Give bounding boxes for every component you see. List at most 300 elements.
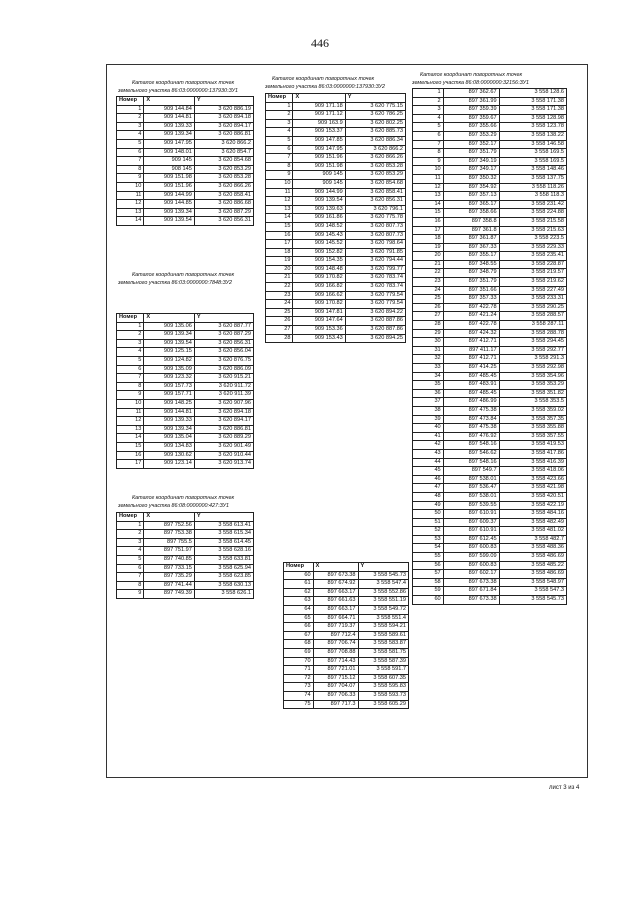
cell-number: 16 — [266, 231, 293, 240]
table-row — [413, 157, 567, 166]
table-row — [284, 614, 409, 623]
table-row — [266, 154, 406, 163]
cell-y: 3 620 886.68 — [194, 200, 253, 209]
table-row — [117, 200, 254, 209]
cell-x: 897 485.45 — [443, 389, 499, 398]
cell-y: 3 620 856.04 — [194, 348, 253, 357]
cell-y: 3 558 171.38 — [499, 106, 566, 115]
cell-x: 897 602.17 — [443, 570, 499, 579]
caption-b5-line1: Каталог координат поворотных точек — [420, 72, 522, 78]
cell-number: 17 — [413, 226, 444, 235]
cell-number: 1 — [117, 521, 144, 530]
cell-y: 3 558 354.96 — [499, 372, 566, 381]
cell-x: 909 139.34 — [144, 425, 195, 434]
cell-y: 3 620 856.31 — [345, 197, 405, 206]
cell-y: 3 558 219.62 — [499, 278, 566, 287]
cell-number: 32 — [413, 355, 444, 364]
table-row — [117, 460, 254, 469]
cell-number: 17 — [117, 460, 144, 469]
header-number: Номер — [117, 97, 144, 106]
cell-y: 3 558 614.45 — [194, 538, 253, 547]
cell-x: 909 144.85 — [144, 200, 195, 209]
cell-number: 8 — [266, 162, 293, 171]
table-row — [413, 467, 567, 476]
table-row — [117, 365, 254, 374]
cell-number: 22 — [413, 269, 444, 278]
cell-x: 897 663.17 — [313, 588, 358, 597]
table-row — [266, 231, 406, 240]
cell-x: 909 147.81 — [293, 308, 345, 317]
cell-y: 3 558 148.46 — [499, 166, 566, 175]
cell-x: 897 361.8 — [443, 226, 499, 235]
table-row — [413, 321, 567, 330]
cell-x: 909 139.33 — [144, 122, 195, 131]
table-row — [413, 97, 567, 106]
cell-number: 4 — [117, 547, 144, 556]
cell-x: 897 424.32 — [443, 329, 499, 338]
cell-number: 1 — [117, 105, 144, 114]
cell-y: 3 620 911.39 — [194, 391, 253, 400]
cell-number: 27 — [413, 312, 444, 321]
cell-number: 1 — [266, 102, 293, 111]
cell-number: 5 — [117, 555, 144, 564]
cell-number: 10 — [117, 399, 144, 408]
cell-y: 3 558 417.86 — [499, 449, 566, 458]
cell-x: 897 673.38 — [443, 578, 499, 587]
cell-number: 7 — [117, 157, 144, 166]
table-row — [117, 581, 254, 590]
header-x: X — [144, 97, 195, 106]
header-x: X — [144, 513, 195, 522]
cell-number: 42 — [413, 441, 444, 450]
cell-x: 897 719.37 — [313, 623, 358, 632]
cell-number: 31 — [413, 346, 444, 355]
cell-x: 909 135.04 — [144, 434, 195, 443]
table-row — [266, 274, 406, 283]
cell-y: 3 558 418.06 — [499, 467, 566, 476]
cell-number: 28 — [266, 334, 293, 343]
table-row — [117, 139, 254, 148]
cell-number: 6 — [117, 148, 144, 157]
cell-number: 16 — [413, 217, 444, 226]
table-row — [117, 105, 254, 114]
cell-y: 3 620 807.73 — [345, 222, 405, 231]
cell-x: 897 715.12 — [313, 674, 358, 683]
cell-x: 909 166.82 — [293, 283, 345, 292]
cell-number: 14 — [117, 217, 144, 226]
cell-y: 3 558 128.6 — [499, 89, 566, 98]
cell-x: 897 351.79 — [443, 149, 499, 158]
cell-number: 65 — [284, 614, 314, 623]
header-number: Номер — [284, 563, 314, 572]
cell-number: 62 — [284, 588, 314, 597]
table-row — [117, 165, 254, 174]
cell-x: 909 123.14 — [144, 460, 195, 469]
cell-x: 897 664.71 — [313, 614, 358, 623]
cell-y: 3 558 288.57 — [499, 312, 566, 321]
cell-y: 3 558 353.5 — [499, 398, 566, 407]
cell-x: 909 147.95 — [144, 139, 195, 148]
table-row — [266, 283, 406, 292]
cell-number: 4 — [117, 131, 144, 140]
cell-y: 3 558 137.75 — [499, 174, 566, 183]
cell-number: 8 — [117, 165, 144, 174]
cell-number: 11 — [266, 188, 293, 197]
cell-number: 6 — [413, 131, 444, 140]
cell-y: 3 558 292.98 — [499, 364, 566, 373]
cell-number: 25 — [413, 295, 444, 304]
cell-x: 909 124.82 — [144, 356, 195, 365]
table-row — [413, 243, 567, 252]
table-row — [413, 355, 567, 364]
caption-b1-line1: Каталог координат поворотных точек — [132, 80, 234, 86]
table-row — [413, 329, 567, 338]
cell-x: 897 548.16 — [443, 458, 499, 467]
header-y: Y — [358, 563, 408, 572]
cell-x: 909 135.06 — [144, 322, 195, 331]
cell-x: 909 139.63 — [293, 205, 345, 214]
cell-y: 3 558 552.86 — [358, 588, 408, 597]
caption-b3-line2: земельного участка 86:08:0000000:427:ЗУ1 — [118, 503, 230, 509]
cell-x: 897 539.55 — [443, 501, 499, 510]
cell-y: 3 620 783.74 — [345, 274, 405, 283]
table-row — [117, 122, 254, 131]
cell-number: 38 — [413, 406, 444, 415]
cell-x: 909 151.98 — [293, 162, 345, 171]
cell-number: 60 — [413, 596, 444, 605]
cell-number: 70 — [284, 657, 314, 666]
cell-x: 909 139.34 — [144, 208, 195, 217]
coord-table-b4 — [265, 93, 406, 343]
table-row — [413, 200, 567, 209]
table-row — [266, 214, 406, 223]
table-row — [266, 257, 406, 266]
table-row — [284, 597, 409, 606]
table-header-row — [284, 563, 409, 572]
cell-number: 39 — [413, 415, 444, 424]
cell-x: 897 362.67 — [443, 89, 499, 98]
cell-number: 7 — [117, 374, 144, 383]
cell-x: 897 706.74 — [313, 640, 358, 649]
table-row — [117, 442, 254, 451]
cell-x: 909 139.34 — [144, 331, 195, 340]
cell-x: 897 708.88 — [313, 648, 358, 657]
cell-number: 11 — [117, 408, 144, 417]
cell-y: 3 558 357.55 — [499, 432, 566, 441]
cell-y: 3 558 169.5 — [499, 157, 566, 166]
table-row — [266, 317, 406, 326]
cell-x: 897 733.15 — [144, 564, 195, 573]
cell-y: 3 620 894.17 — [194, 417, 253, 426]
cell-y: 3 558 421.98 — [499, 484, 566, 493]
cell-x: 897 355.66 — [443, 123, 499, 132]
cell-x: 909 144.81 — [144, 114, 195, 123]
cell-y: 3 558 591.7 — [358, 666, 408, 675]
cell-y: 3 558 548.97 — [499, 578, 566, 587]
cell-x: 897 549.7 — [443, 467, 499, 476]
cell-x: 897 671.84 — [443, 587, 499, 596]
cell-number: 21 — [266, 274, 293, 283]
cell-number: 7 — [413, 140, 444, 149]
cell-x: 909 134.83 — [144, 442, 195, 451]
cell-number: 12 — [117, 200, 144, 209]
table-row — [266, 171, 406, 180]
cell-x: 897 367.33 — [443, 243, 499, 252]
table-row — [413, 432, 567, 441]
table-row — [413, 123, 567, 132]
page-number: 446 — [311, 36, 329, 50]
cell-number: 47 — [413, 484, 444, 493]
cell-number: 20 — [266, 265, 293, 274]
table-row — [413, 131, 567, 140]
cell-y: 3 558 547.3 — [499, 587, 566, 596]
cell-number: 5 — [117, 356, 144, 365]
table-row — [117, 538, 254, 547]
table-row — [117, 174, 254, 183]
table-row — [266, 222, 406, 231]
table-row — [117, 417, 254, 426]
table-row — [413, 295, 567, 304]
cell-number: 30 — [413, 338, 444, 347]
cell-x: 897 355.17 — [443, 252, 499, 261]
cell-y: 3 558 589.61 — [358, 631, 408, 640]
cell-x: 909 157.71 — [144, 391, 195, 400]
table-row — [413, 381, 567, 390]
cell-x: 897 673.38 — [443, 596, 499, 605]
cell-x: 909 144.84 — [144, 105, 195, 114]
table-row — [284, 571, 409, 580]
cell-x: 909 147.64 — [293, 317, 345, 326]
cell-number: 72 — [284, 674, 314, 683]
cell-y: 3 558 219.57 — [499, 269, 566, 278]
cell-number: 8 — [117, 382, 144, 391]
cell-y: 3 558 353.29 — [499, 381, 566, 390]
table-row — [413, 149, 567, 158]
table-row — [117, 434, 254, 443]
cell-x: 909 148.01 — [144, 148, 195, 157]
cell-number: 2 — [117, 530, 144, 539]
cell-y: 3 558 581.75 — [358, 648, 408, 657]
cell-y: 3 558 595.83 — [358, 683, 408, 692]
cell-number: 48 — [413, 492, 444, 501]
cell-number: 74 — [284, 691, 314, 700]
cell-y: 3 558 215.58 — [499, 217, 566, 226]
cell-number: 33 — [413, 364, 444, 373]
cell-x: 897 612.45 — [443, 535, 499, 544]
cell-y: 3 620 853.29 — [194, 165, 253, 174]
cell-x: 897 538.01 — [443, 492, 499, 501]
cell-y: 3 558 630.13 — [194, 581, 253, 590]
coord-table-b6 — [283, 562, 409, 709]
cell-x: 897 712.4 — [313, 631, 358, 640]
cell-x: 909 147.85 — [293, 136, 345, 145]
cell-x: 897 350.32 — [443, 174, 499, 183]
table-row — [266, 308, 406, 317]
cell-x: 897 599.09 — [443, 553, 499, 562]
cell-number: 2 — [266, 111, 293, 120]
table-row — [284, 588, 409, 597]
cell-x: 897 357.13 — [443, 192, 499, 201]
cell-x: 909 145.43 — [293, 231, 345, 240]
cell-x: 909 151.96 — [144, 182, 195, 191]
cell-x: 897 673.38 — [313, 571, 358, 580]
header-number: Номер — [117, 513, 144, 522]
cell-x: 909 152.82 — [293, 248, 345, 257]
cell-x: 909 153.36 — [293, 326, 345, 335]
table-row — [284, 580, 409, 589]
cell-x: 909 170.82 — [293, 300, 345, 309]
table-row — [413, 303, 567, 312]
cell-x: 909 145 — [144, 157, 195, 166]
table-row — [266, 197, 406, 206]
table-row — [413, 338, 567, 347]
cell-y: 3 620 886.81 — [194, 131, 253, 140]
table-row — [413, 475, 567, 484]
cell-x: 909 157.73 — [144, 382, 195, 391]
cell-y: 3 620 887.86 — [345, 317, 405, 326]
cell-y: 3 558 118.26 — [499, 183, 566, 192]
cell-y: 3 620 791.85 — [345, 248, 405, 257]
cell-x: 897 358.66 — [443, 209, 499, 218]
cell-x: 897 536.47 — [443, 484, 499, 493]
table-header-row — [117, 97, 254, 106]
cell-x: 897 663.17 — [313, 605, 358, 614]
cell-x: 897 349.19 — [443, 157, 499, 166]
table-row — [413, 209, 567, 218]
cell-x: 897 473.84 — [443, 415, 499, 424]
cell-y: 3 558 223.5 — [499, 235, 566, 244]
cell-number: 4 — [266, 128, 293, 137]
table-row — [117, 530, 254, 539]
table-row — [117, 191, 254, 200]
cell-y: 3 558 422.19 — [499, 501, 566, 510]
table-row — [284, 648, 409, 657]
cell-number: 9 — [413, 157, 444, 166]
cell-number: 1 — [117, 322, 144, 331]
table-row — [266, 248, 406, 257]
cell-x: 897 357.33 — [443, 295, 499, 304]
cell-x: 909 151.96 — [293, 154, 345, 163]
coord-table-b2 — [116, 313, 254, 469]
cell-y: 3 558 486.69 — [499, 553, 566, 562]
cell-x: 897 755.5 — [144, 538, 195, 547]
cell-y: 3 620 889.29 — [194, 434, 253, 443]
cell-y: 3 620 885.73 — [345, 128, 405, 137]
cell-x: 909 125.15 — [144, 348, 195, 357]
cell-x: 897 485.45 — [443, 372, 499, 381]
table-row — [117, 131, 254, 140]
cell-x: 897 351.66 — [443, 286, 499, 295]
cell-y: 3 620 807.73 — [345, 231, 405, 240]
cell-x: 897 610.91 — [443, 510, 499, 519]
table-row — [117, 547, 254, 556]
cell-y: 3 558 486.69 — [499, 570, 566, 579]
cell-number: 9 — [117, 590, 144, 599]
cell-x: 897 483.91 — [443, 381, 499, 390]
table-row — [413, 501, 567, 510]
cell-y: 3 620 894.18 — [194, 114, 253, 123]
cell-number: 10 — [413, 166, 444, 175]
cell-number: 69 — [284, 648, 314, 657]
cell-x: 897 352.17 — [443, 140, 499, 149]
cell-x: 897 721.01 — [313, 666, 358, 675]
cell-number: 5 — [117, 139, 144, 148]
cell-y: 3 620 775.78 — [345, 214, 405, 223]
table-row — [284, 657, 409, 666]
cell-number: 5 — [266, 136, 293, 145]
cell-x: 908 145 — [144, 165, 195, 174]
table-row — [413, 192, 567, 201]
cell-y: 3 620 894.17 — [194, 122, 253, 131]
cell-y: 3 558 224.88 — [499, 209, 566, 218]
cell-x: 897 661.63 — [313, 597, 358, 606]
cell-number: 44 — [413, 458, 444, 467]
cell-number: 6 — [117, 564, 144, 573]
cell-y: 3 620 887.29 — [194, 208, 253, 217]
cell-number: 12 — [413, 183, 444, 192]
caption-b4-line2: земельного участка 86:03:0000000:137930:ЗУ2 — [265, 84, 386, 90]
caption-b2-line1: Каталог координат поворотных точек — [132, 272, 234, 278]
header-x: X — [313, 563, 358, 572]
cell-x: 909 163.9 — [293, 119, 345, 128]
cell-x: 897 361.99 — [443, 97, 499, 106]
cell-number: 61 — [284, 580, 314, 589]
cell-x: 897 751.97 — [144, 547, 195, 556]
cell-y: 3 620 775.15 — [345, 102, 405, 111]
cell-y: 3 620 854.7 — [194, 148, 253, 157]
caption-b3-line1: Каталог координат поворотных точек — [132, 495, 234, 501]
cell-y: 3 620 915.21 — [194, 374, 253, 383]
cell-x: 897 354.92 — [443, 183, 499, 192]
cell-number: 3 — [117, 538, 144, 547]
cell-number: 63 — [284, 597, 314, 606]
table-row — [413, 114, 567, 123]
cell-number: 7 — [117, 573, 144, 582]
cell-x: 909 151.98 — [144, 174, 195, 183]
cell-x: 909 139.54 — [144, 339, 195, 348]
caption-b4-line1: Каталог координат поворотных точек — [272, 76, 374, 82]
cell-y: 3 620 866.26 — [194, 182, 253, 191]
cell-x: 897 753.38 — [144, 530, 195, 539]
cell-number: 59 — [413, 587, 444, 596]
table-row — [413, 166, 567, 175]
table-row — [117, 374, 254, 383]
cell-y: 3 558 235.41 — [499, 252, 566, 261]
cell-x: 897 359.39 — [443, 106, 499, 115]
cell-x: 897 704.07 — [313, 683, 358, 692]
cell-number: 2 — [413, 97, 444, 106]
table-row — [266, 145, 406, 154]
cell-number: 18 — [266, 248, 293, 257]
cell-x: 909 154.35 — [293, 257, 345, 266]
cell-y: 3 620 866.26 — [345, 154, 405, 163]
cell-x: 909 144.81 — [144, 408, 195, 417]
cell-y: 3 558 482.7 — [499, 535, 566, 544]
cell-number: 2 — [117, 331, 144, 340]
cell-x: 897 348.79 — [443, 269, 499, 278]
cell-x: 909 148.25 — [144, 399, 195, 408]
cell-number: 9 — [266, 171, 293, 180]
table-row — [413, 484, 567, 493]
cell-number: 53 — [413, 535, 444, 544]
header-x: X — [144, 314, 195, 323]
cell-y: 3 558 625.94 — [194, 564, 253, 573]
table-row — [413, 492, 567, 501]
cell-y: 3 558 485.22 — [499, 561, 566, 570]
cell-y: 3 558 481.02 — [499, 527, 566, 536]
cell-x: 897 412.71 — [443, 355, 499, 364]
cell-y: 3 620 894.22 — [345, 308, 405, 317]
